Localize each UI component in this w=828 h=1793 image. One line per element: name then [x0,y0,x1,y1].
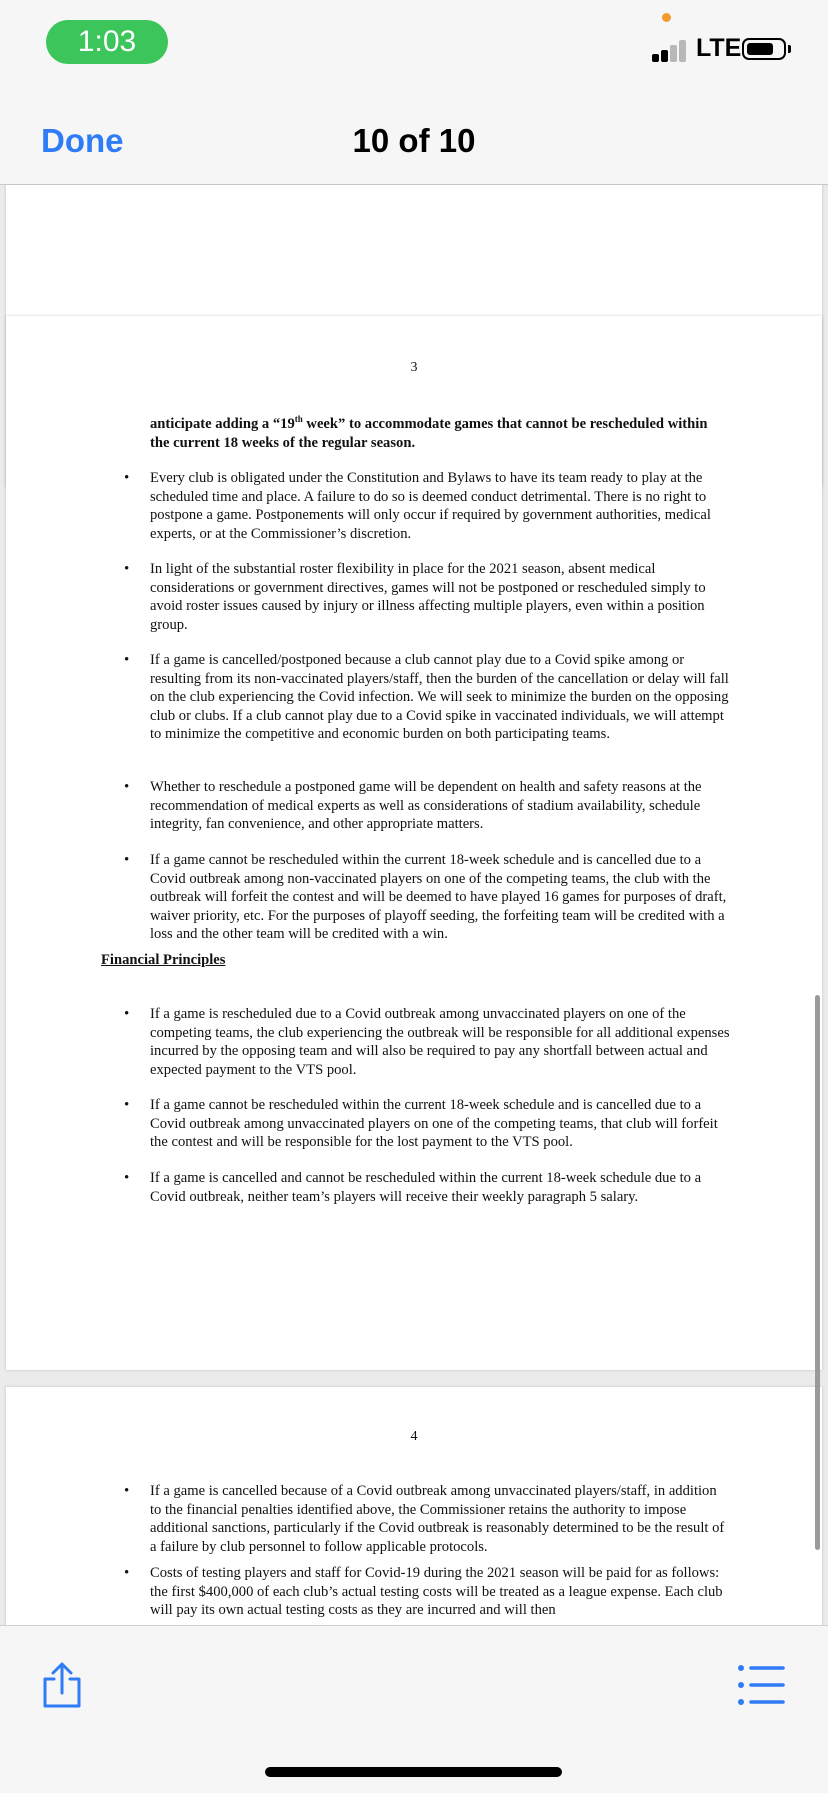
list-item: • Whether to reschedule a postponed game will be dependent on health and safety reasons at the recommendation of medical experts as well as considerations of stadium availability, schedule integrity, fan convenience, and other appropriate matters. [150,778,730,834]
status-time[interactable]: 1:03 [46,20,168,64]
page-number: 3 [410,360,418,375]
list-item: • If a game is cancelled because of a Covid outbreak among unvaccinated players/staff, in addition to the financial penalties identified above, the Commissioner retains the authority to impose additional sanctions, particularly if the Covid outbreak is reasonably determined to be the result of a failure by club personnel to follow applicable protocols. [150,1482,730,1556]
network-label: LTE [696,34,742,62]
document-page-3 [6,316,822,1370]
document-viewer[interactable] [0,185,828,1625]
bottom-toolbar [0,1625,828,1793]
list-item: • If a game is cancelled and cannot be rescheduled within the current 18-week schedule due to a Covid outbreak, neither team’s players will receive their weekly paragraph 5 salary. [150,1169,730,1206]
page-number: 4 [410,1429,418,1444]
scrollbar[interactable] [815,995,820,1550]
battery-tip [788,45,791,53]
list-icon[interactable] [736,1662,786,1708]
list-item: • If a game cannot be rescheduled within the current 18-week schedule and is cancelled due to a Covid outbreak among unvaccinated players on one of the competing teams, that club will forfeit the contest and will be responsible for the lost payment to the VTS pool. [150,1096,730,1152]
list-item: • Costs of testing players and staff for Covid-19 during the 2021 season will be paid for as follows: the first $400,000 of each club’s actual testing costs will be treated as a league expense. Each club will pay its own actual testing costs as they are incurred and will then [150,1564,730,1620]
list-item: • In light of the substantial roster flexibility in place for the 2021 season, absent medical considerations or government directives, games will not be postponed or rescheduled simply to avoid roster issues caused by injury or illness affecting multiple players, even within a position group. [150,560,730,634]
cellular-signal-icon [652,38,690,62]
page-indicator: 10 of 10 [352,122,476,159]
list-item: • If a game is rescheduled due to a Covid outbreak among unvaccinated players on one of the competing teams, the club experiencing the outbreak will be responsible for all additional expenses incurred by the opposing team and will also be required to pay any shortfall between actual and expected payment to the VTS pool. [150,1005,730,1079]
done-button[interactable]: Done [41,122,124,159]
share-icon[interactable] [40,1662,84,1710]
status-bar [0,0,828,96]
document-page-4 [6,1387,822,1625]
continuation-paragraph: anticipate adding a “19th week” to accommodate games that cannot be rescheduled within the current 18 weeks of the regular season. [150,414,708,451]
battery-icon [742,38,786,60]
list-item: • If a game is cancelled/postponed because a club cannot play due to a Covid spike among or resulting from its non-vaccinated players/staff, then the burden of the cancellation or delay will fall on the club experiencing the Covid infection. We will seek to minimize the burden on the opposing club or clubs. If a club cannot play due to a Covid spike in vaccinated individuals, we will attempt to minimize the competitive and economic burden on both participating teams. [150,651,730,744]
nav-bar [0,96,828,185]
section-heading: Financial Principles [101,952,226,968]
list-item: • Every club is obligated under the Constitution and Bylaws to have its team ready to play at the scheduled time and place. A failure to do so is deemed conduct detrimental. There is no right to postpone a game. Postponements will only occur if required by government authorities, medical experts, or at the Commissioner’s discretion. [150,469,730,543]
home-indicator[interactable] [265,1767,562,1777]
privacy-indicator-dot [662,13,671,22]
list-item: • If a game cannot be rescheduled within the current 18-week schedule and is cancelled due to a Covid outbreak among non-vaccinated players on one of the competing teams, the club with the outbreak will forfeit the contest and will be deemed to have played 16 games for purposes of draft, waiver priority, etc. For the purposes of playoff seeding, the forfeiting team will be credited with a loss and the other team will be credited with a win. [150,851,730,944]
